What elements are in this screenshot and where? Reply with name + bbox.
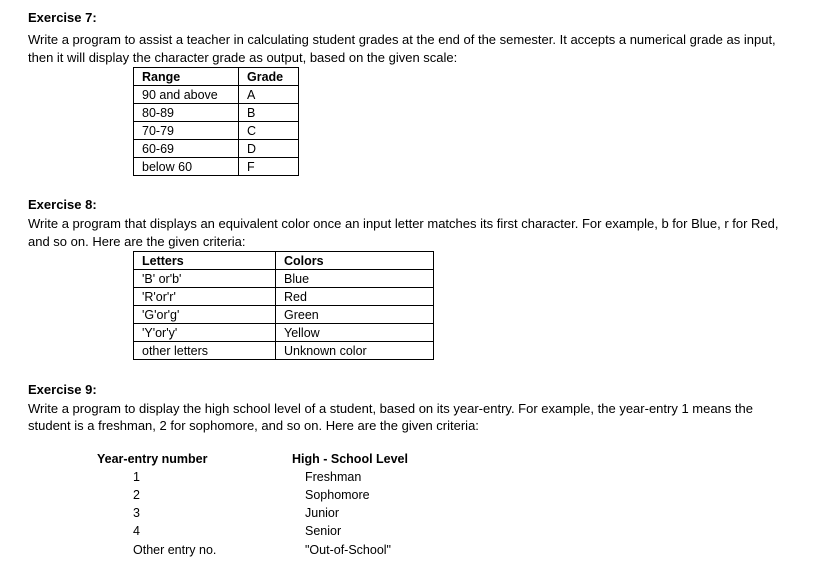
exercise-8-description-line1: Write a program that displays an equivalent color once an input letter matches its first character. For example, b for Blue, r for Red, xyxy=(28,216,779,231)
grade-column-header: Grade xyxy=(239,68,299,86)
colors-column-header: Colors xyxy=(276,252,434,270)
table-row xyxy=(134,288,434,306)
table-row xyxy=(134,270,434,288)
school-level-item: Sophomore xyxy=(305,488,370,502)
table-row xyxy=(134,86,299,104)
exercise-7-description-line2: then it will display the character grade as output, based on the given scale: xyxy=(28,50,458,65)
table-row xyxy=(134,104,299,122)
range-cell: 70-79 xyxy=(134,122,239,140)
range-cell: 80-89 xyxy=(134,104,239,122)
grade-cell: B xyxy=(239,104,299,122)
letter-cell: 'R'or'r' xyxy=(134,288,276,306)
color-cell: Unknown color xyxy=(276,342,434,360)
school-level-column-header: High - School Level xyxy=(292,452,408,466)
table-header-row xyxy=(134,68,299,86)
table-header-row xyxy=(134,252,434,270)
exercise-8-description-line2: and so on. Here are the given criteria: xyxy=(28,234,246,249)
letter-cell: 'Y'or'y' xyxy=(134,324,276,342)
exercise-9-heading: Exercise 9: xyxy=(28,382,97,397)
exercise-8-heading: Exercise 8: xyxy=(28,197,97,212)
exercise-9-description-line1: Write a program to display the high school level of a student, based on its year-entry. For example, the year-entry 1 means the xyxy=(28,401,753,416)
range-cell: below 60 xyxy=(134,158,239,176)
year-entry-item: Other entry no. xyxy=(133,543,217,557)
year-entry-column-header: Year-entry number xyxy=(97,452,208,466)
letter-cell: other letters xyxy=(134,342,276,360)
table-row xyxy=(134,306,434,324)
year-entry-item: 4 xyxy=(133,524,140,538)
year-entry-item: 1 xyxy=(133,470,140,484)
exercise-7-description-line1: Write a program to assist a teacher in calculating student grades at the end of the semester. It accepts a numerical grade as input, xyxy=(28,32,776,47)
grade-cell: C xyxy=(239,122,299,140)
range-cell: 90 and above xyxy=(134,86,239,104)
color-criteria-table xyxy=(133,251,434,360)
table-row xyxy=(134,122,299,140)
grade-cell: A xyxy=(239,86,299,104)
grade-scale-table xyxy=(133,67,299,176)
year-entry-item: 2 xyxy=(133,488,140,502)
table-row xyxy=(134,158,299,176)
color-cell: Yellow xyxy=(276,324,434,342)
exercise-7-heading: Exercise 7: xyxy=(28,10,97,25)
exercise-9-description-line2: student is a freshman, 2 for sophomore, and so on. Here are the given criteria: xyxy=(28,418,479,433)
school-level-item: "Out-of-School" xyxy=(305,543,391,557)
table-row xyxy=(134,342,434,360)
grade-cell: D xyxy=(239,140,299,158)
letters-column-header: Letters xyxy=(134,252,276,270)
color-cell: Red xyxy=(276,288,434,306)
color-cell: Green xyxy=(276,306,434,324)
color-cell: Blue xyxy=(276,270,434,288)
year-entry-item: 3 xyxy=(133,506,140,520)
school-level-item: Freshman xyxy=(305,470,362,484)
table-row xyxy=(134,324,434,342)
letter-cell: 'G'or'g' xyxy=(134,306,276,324)
school-level-item: Senior xyxy=(305,524,342,538)
letter-cell: 'B' or'b' xyxy=(134,270,276,288)
range-column-header: Range xyxy=(134,68,239,86)
range-cell: 60-69 xyxy=(134,140,239,158)
grade-cell: F xyxy=(239,158,299,176)
table-row xyxy=(134,140,299,158)
school-level-item: Junior xyxy=(305,506,340,520)
